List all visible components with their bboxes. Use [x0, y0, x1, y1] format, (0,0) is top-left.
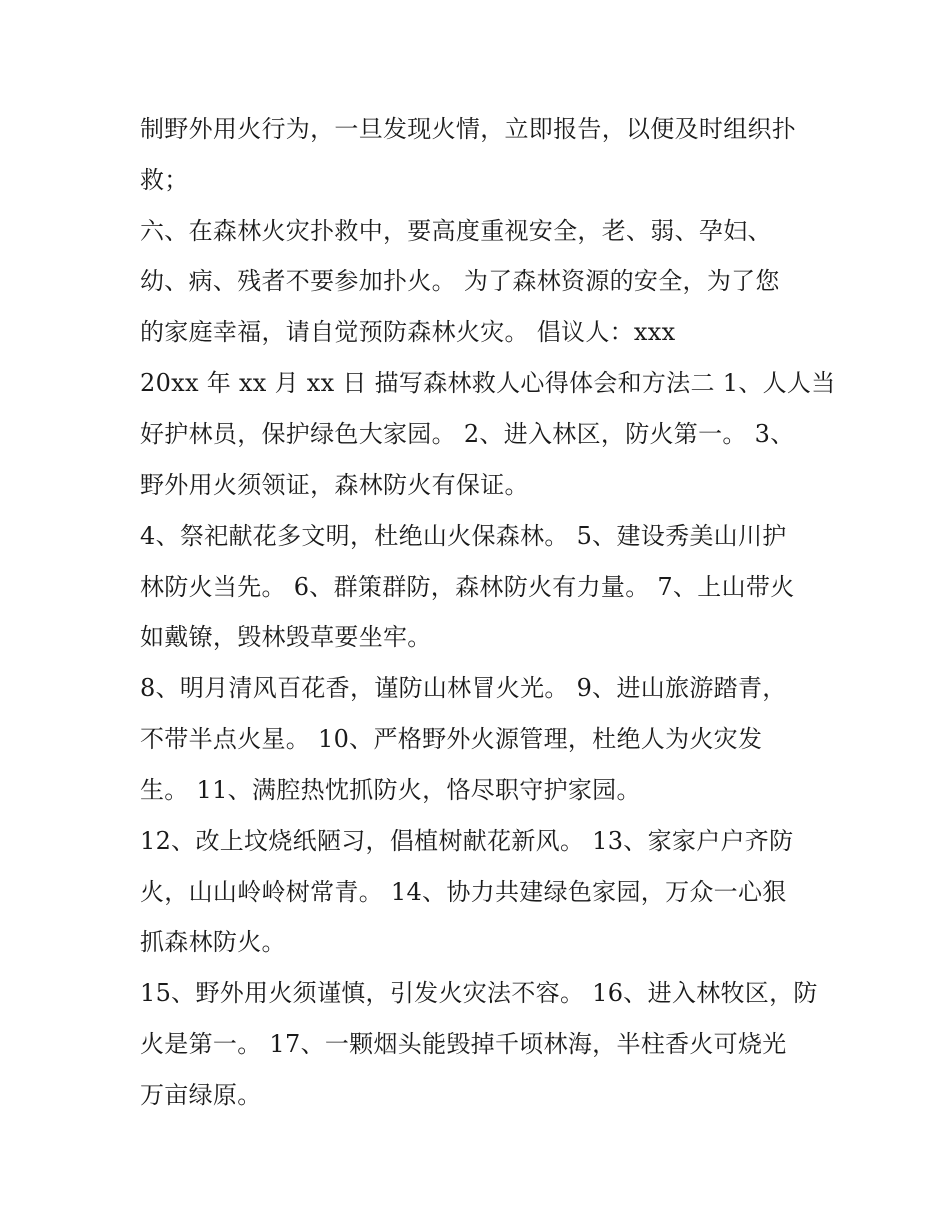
text-line: 火是第一。 17、一颗烟头能毁掉千顷林海，半柱香火可烧光: [140, 1030, 787, 1058]
text-line: 4、祭祀献花多文明，杜绝山火保森林。 5、建设秀美山川护: [140, 522, 787, 550]
text-line: 抓森林防火。: [140, 928, 286, 956]
text-line: 生。 11、满腔热忱抓防火，恪尽职守护家园。: [140, 776, 641, 804]
text-line: 20xx 年 xx 月 xx 日 描写森林救人心得体会和方法二 1、人人当: [140, 369, 836, 397]
text-line: 林防火当先。 6、群策群防，森林防火有力量。 7、上山带火: [140, 573, 795, 601]
text-line: 万亩绿原。: [140, 1081, 262, 1109]
text-line: 制野外用火行为，一旦发现火情，立即报告，以便及时组织扑: [140, 115, 797, 143]
text-line: 15、野外用火须谨慎，引发火灾法不容。 16、进入林牧区，防: [140, 979, 818, 1007]
text-line: 的家庭幸福，请自觉预防森林火灾。 倡议人：xxx: [140, 318, 676, 346]
text-line: 六、在森林火灾扑救中，要高度重视安全，老、弱、孕妇、: [140, 217, 772, 245]
text-line: 12、改上坟烧纸陋习，倡植树献花新风。 13、家家户户齐防: [140, 827, 794, 855]
text-line: 幼、病、残者不要参加扑火。 为了森林资源的安全，为了您: [140, 267, 780, 295]
text-line: 火，山山岭岭树常青。 14、协力共建绿色家园，万众一心狠: [140, 878, 787, 906]
text-line: 8、明月清风百花香，谨防山林冒火光。 9、进山旅游踏青，: [140, 674, 787, 702]
text-line: 野外用火须领证，森林防火有保证。: [140, 471, 529, 499]
text-line: 如戴镣，毁林毁草要坐牢。: [140, 623, 432, 651]
text-line: 救；: [140, 166, 189, 194]
text-line: 不带半点火星。 10、严格野外火源管理，杜绝人为火灾发: [140, 725, 763, 753]
text-line: 好护林员，保护绿色大家园。 2、进入林区，防火第一。 3、: [140, 420, 795, 448]
